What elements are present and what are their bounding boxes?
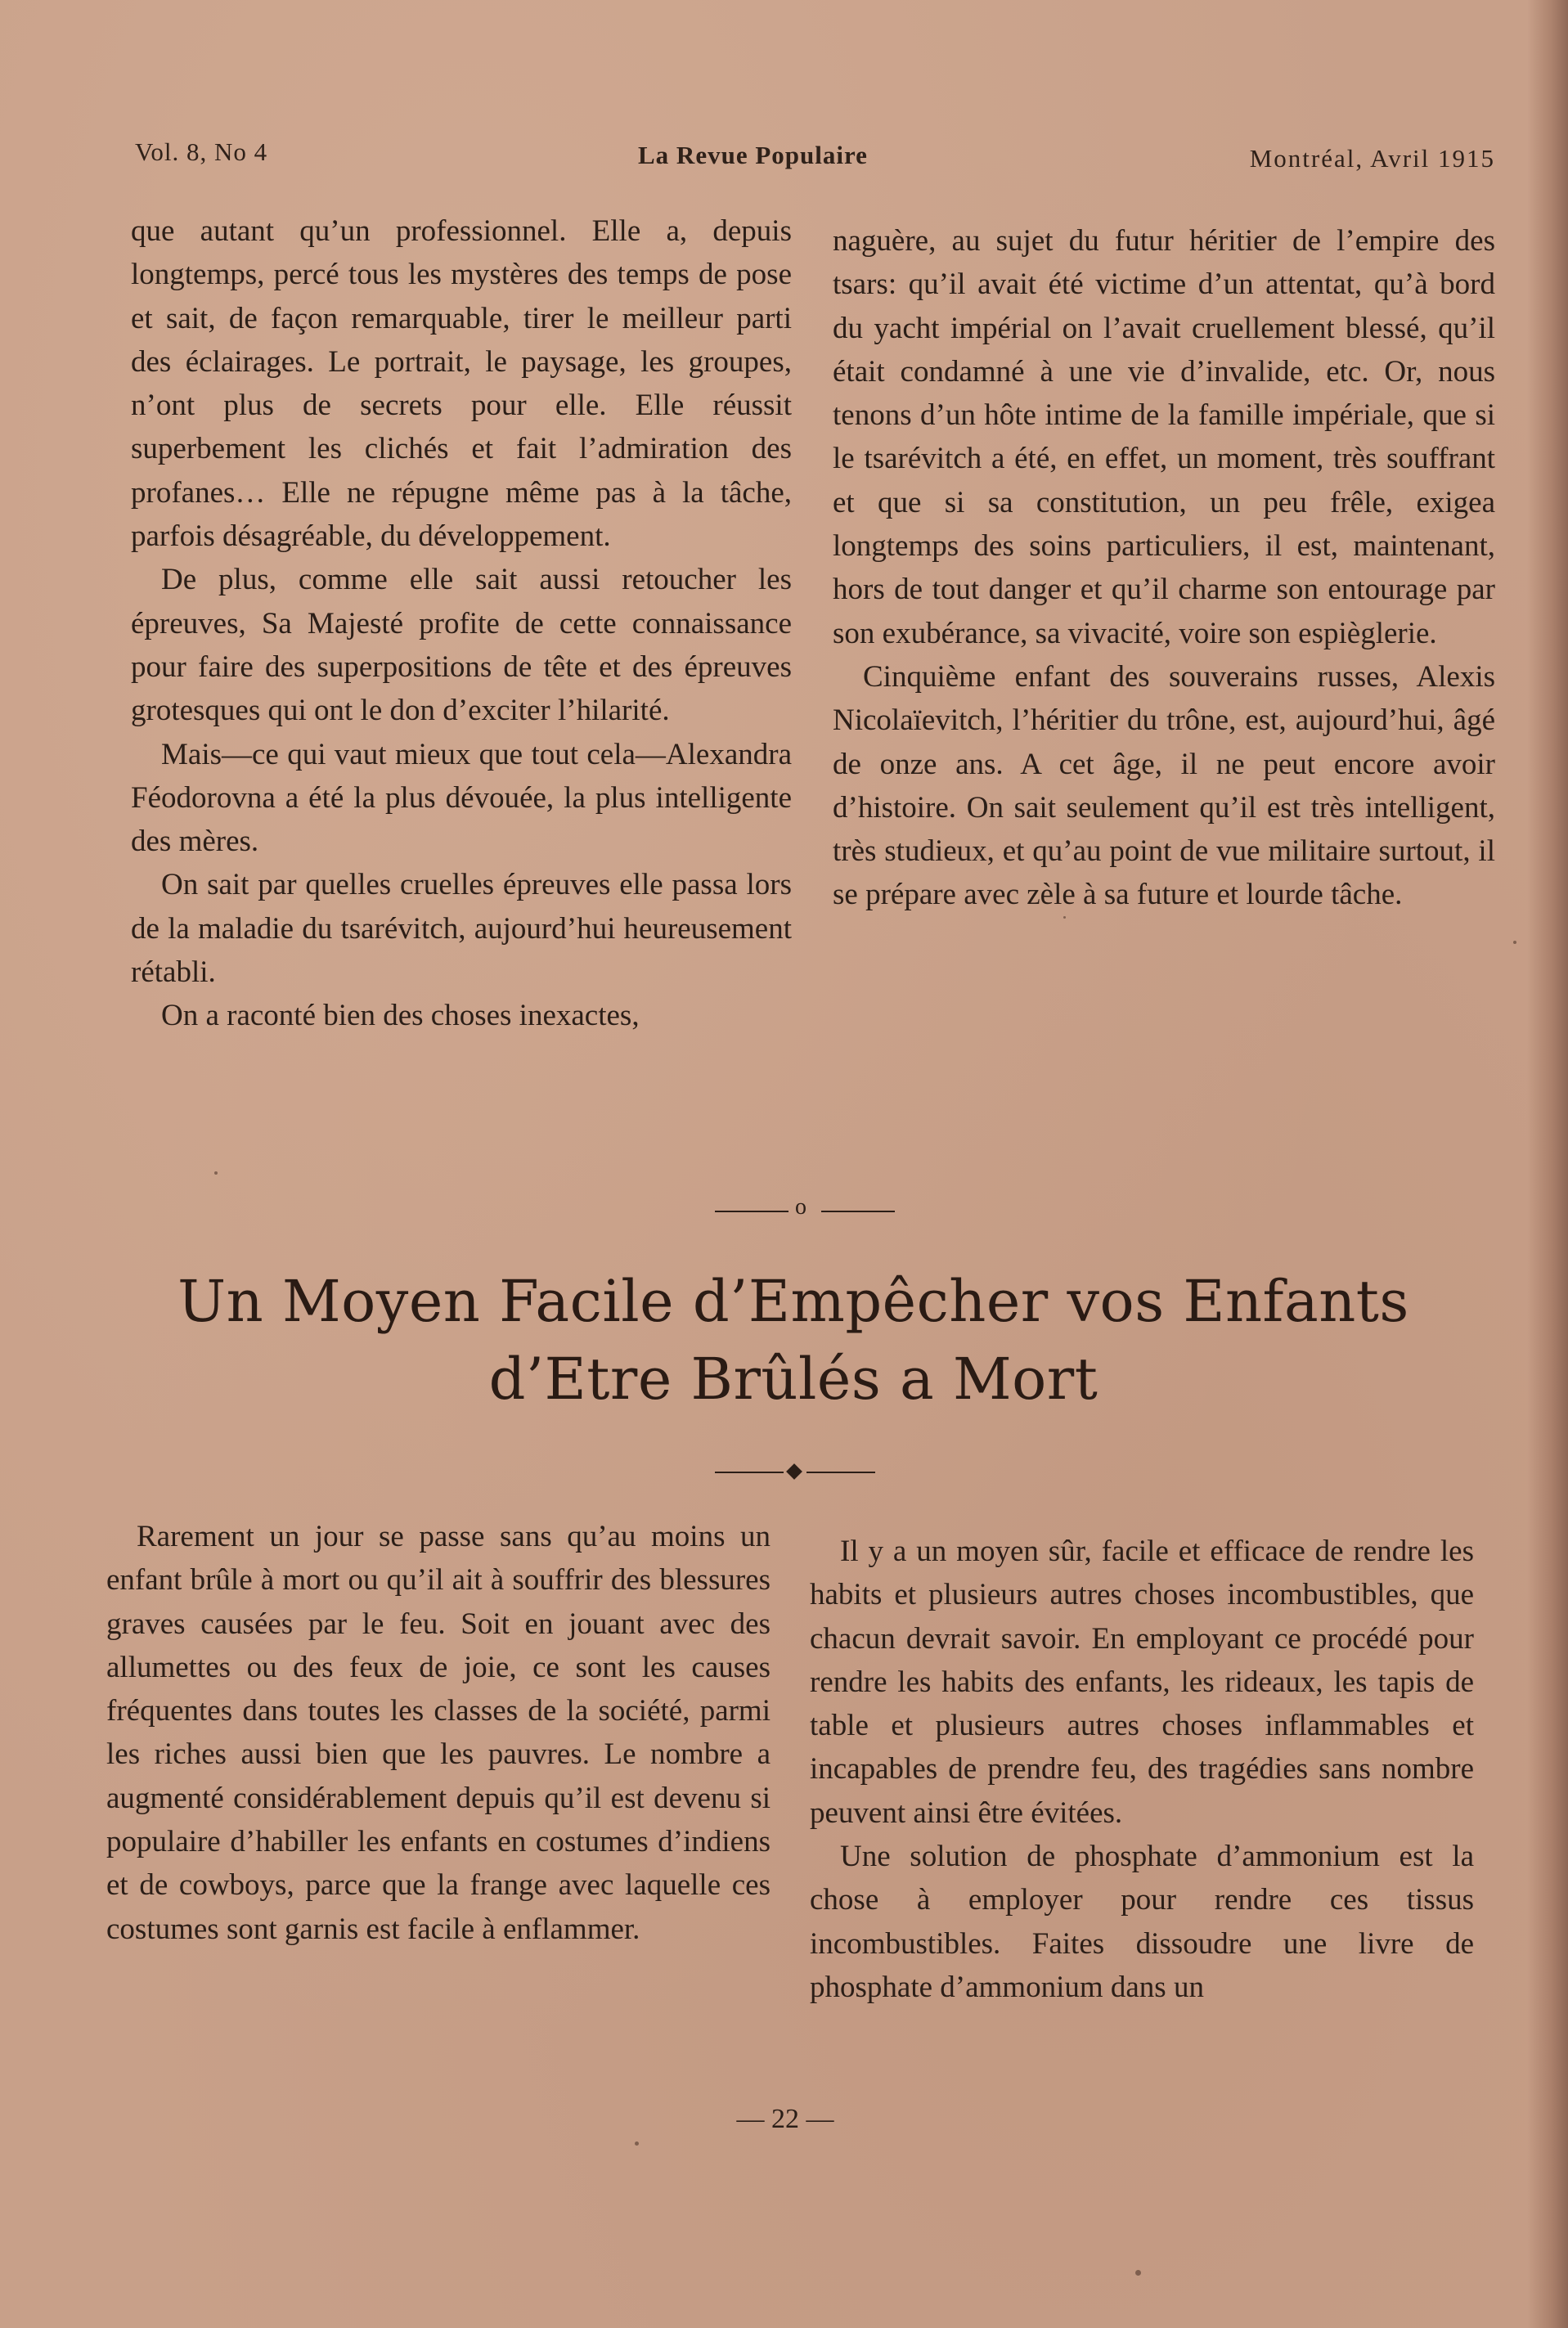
paragraph: Une solution de phosphate d’ammonium est la chose à employer pour rendre ces tissus incombustibles. Faites dissoudre une livre de phosphate d’ammonium dans un: [810, 1840, 1474, 2004]
publication-name: La Revue Populaire: [638, 141, 868, 169]
volume-number: Vol. 8, No 4: [135, 137, 268, 166]
paragraph: De plus, comme elle sait aussi retoucher les épreuves, Sa Majesté profite de cette connaissance pour faire des superpositions de tête et des épreuves grotesques qui ont le don d’exciter l’hilarité.: [131, 563, 792, 728]
separator-mark: o: [795, 1194, 806, 1220]
paragraph: On a raconté bien des choses inexactes,: [161, 999, 640, 1033]
paragraph: Mais—ce qui vaut mieux que tout cela—Alexandra Féodorovna a été la plus dévouée, la plus intelligente des mères.: [131, 737, 792, 859]
ornament-rule-right: [806, 1472, 875, 1473]
place-and-date: Montréal, Avril 1915: [1249, 144, 1495, 173]
paragraph: Cinquième enfant des souverains russes, Alexis Nicolaïevitch, l’héritier du trône, est, aujourd’hui, âgé de onze ans. A cet âge, il ne peut encore avoir d’histoire. On sait seulement qu’il est très intelligent, très studieux, et qu’au point de vue militaire surtout, il se prépare avec zèle à sa future et lourde tâche.: [833, 659, 1495, 912]
article1-left-column: [131, 209, 792, 1038]
article2-title-line2: d’Etre Brûlés a Mort: [488, 1346, 1098, 1413]
page-number: — 22 —: [736, 2104, 834, 2134]
article2-title-line1: Un Moyen Facile d’Empêcher vos Enfants: [177, 1268, 1409, 1335]
page-edge-shadow: [1527, 0, 1568, 2328]
paragraph: On sait par quelles cruelles épreuves elle passa lors de la maladie du tsarévitch, aujourd’hui heureusement rétabli.: [131, 868, 792, 990]
running-header: [131, 137, 1505, 178]
paragraph: que autant qu’un professionnel. Elle a, depuis longtemps, percé tous les mystères des temps de pose et sait, de façon remarquable, tirer le meilleur parti des éclairages. Le portrait, le paysage, les groupes, n’ont plus de secrets pour elle. Elle réussit superbement les clichés et fait l’admiration des profanes… Elle ne répugne même pas à la tâche, parfois désagréable, du développement.: [131, 214, 792, 554]
title-ornament: [715, 1463, 875, 1482]
separator-rule-right: [821, 1211, 895, 1212]
section-separator: [715, 1194, 895, 1222]
article2-left-column: [106, 1515, 771, 1951]
article1-right-column: [833, 219, 1495, 917]
article2-right-column: [810, 1530, 1474, 2009]
paragraph: naguère, au sujet du futur héritier de l’empire des tsars: qu’il avait été victime d’un attentat, qu’à bord du yacht impérial on l’avait cruellement blessé, qu’il était condamné à une vie d’invalide, etc. Or, nous tenons d’un hôte intime de la famille impériale, que si le tsarévitch a été, en effet, un moment, très souffrant et que si sa constitution, un peu frêle, exigea longtemps des soins particuliers, il est, maintenant, hors de tout danger et qu’il charme son entourage par son exubérance, sa vivacité, voire son espièglerie.: [833, 224, 1495, 650]
paragraph: Rarement un jour se passe sans qu’au moins un enfant brûle à mort ou qu’il ait à souffrir des blessures graves causées par le feu. Soit en jouant avec des allumettes ou des feux de joie, ce sont les causes fréquentes dans toutes les classes de la société, parmi les riches aussi bien que les pauvres. Le nombre a augmenté considérablement depuis qu’il est devenu si populaire d’habiller les enfants en costumes d’indiens et de cowboys, parce que la frange avec laquelle ces costumes sont garnis est facile à enflammer.: [106, 1520, 771, 1946]
ornament-rule-left: [715, 1472, 784, 1473]
diamond-ornament-icon: [786, 1463, 802, 1480]
separator-rule-left: [715, 1211, 788, 1212]
paragraph: Il y a un moyen sûr, facile et efficace de rendre les habits et plusieurs autres choses incombustibles, que chacun devrait savoir. En employant ce procédé pour rendre les habits des enfants, les rideaux, les tapis de table et plusieurs autres choses inflammables et incapables de prendre feu, des tragédies sans nombre peuvent ainsi être évitées.: [810, 1535, 1474, 1830]
